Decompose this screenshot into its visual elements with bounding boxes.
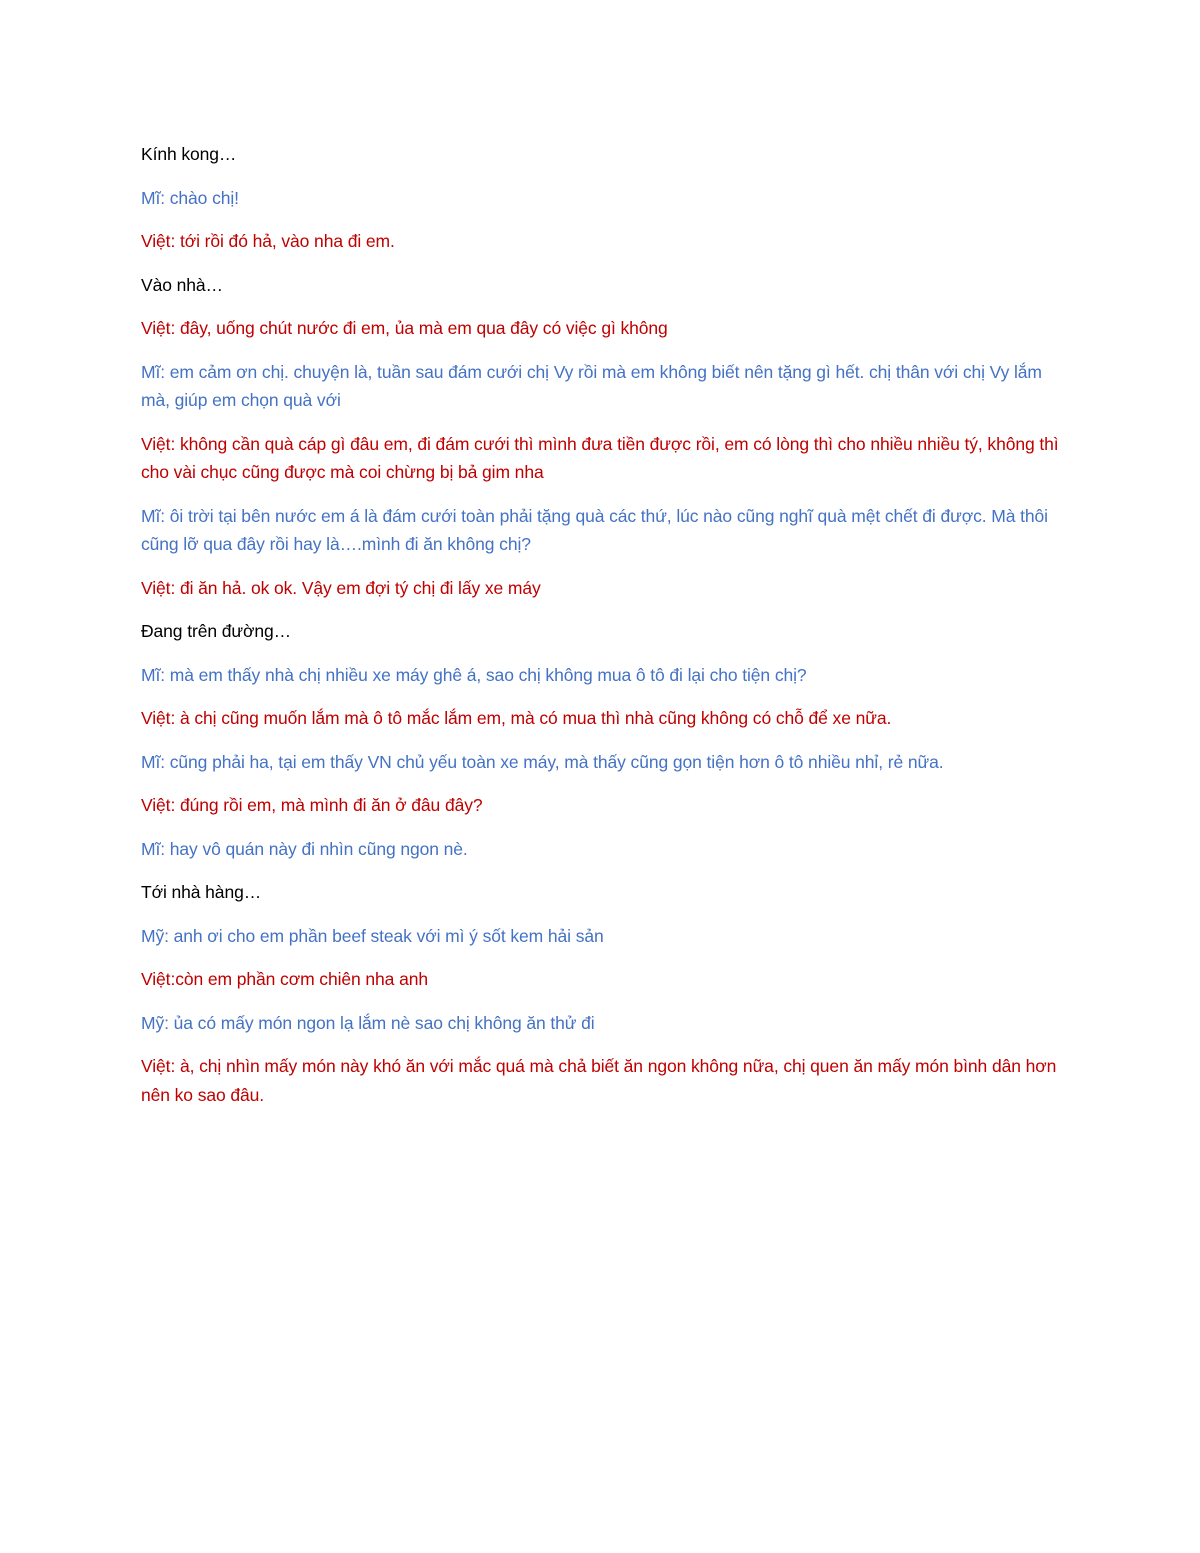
- viet-line: Việt: đây, uống chút nước đi em, ủa mà em qua đây có việc gì không: [141, 318, 668, 338]
- viet-line: Việt: à, chị nhìn mấy món này khó ăn với mắc quá mà chả biết ăn ngon không nữa, chị quen ăn mấy món bình dân hơn nên ko sao đâu.: [141, 1056, 1057, 1105]
- viet-line: Việt: không cần quà cáp gì đâu em, đi đám cưới thì mình đưa tiền được rồi, em có lòng thì cho nhiều nhiều tý, không thì cho vài chục cũng được mà coi chừng bị bả gim nha: [141, 433, 1059, 482]
- viet-line: Việt: tới rồi đó hả, vào nha đi em.: [141, 231, 395, 251]
- mi-line: Mĩ: chào chị!: [141, 187, 239, 208]
- narration-line: Đang trên đường…: [141, 621, 292, 641]
- mi-line: Mĩ: ôi trời tại bên nước em á là đám cưới toàn phải tặng quà các thứ, lúc nào cũng nghĩ quà mệt chết đi được. Mà thôi cũng lỡ qua đây rồi hay là….mình đi ăn không chị?: [141, 505, 1048, 554]
- mi-line: Mĩ: em cảm ơn chị. chuyện là, tuần sau đám cưới chị Vy rồi mà em không biết nên tặng gì hết. chị thân với chị Vy lắm mà, giúp em chọn quà với: [141, 361, 1042, 410]
- narration-line: Tới nhà hàng…: [141, 882, 262, 902]
- viet-line: Việt:còn em phần cơm chiên nha anh: [141, 969, 428, 989]
- mi-line: Mỹ: anh ơi cho em phần beef steak với mì ý sốt kem hải sản: [141, 925, 604, 946]
- narration-line: Vào nhà…: [141, 274, 223, 295]
- mi-line: Mỹ: ủa có mấy món ngon lạ lắm nè sao chị không ăn thử đi: [141, 1012, 595, 1033]
- narration-line: Kính kong…: [141, 144, 237, 164]
- viet-line: Việt: đi ăn hả. ok ok. Vậy em đợi tý chị đi lấy xe máy: [141, 577, 541, 598]
- mi-line: Mĩ: mà em thấy nhà chị nhiều xe máy ghê á, sao chị không mua ô tô đi lại cho tiện chị?: [141, 664, 807, 685]
- mi-line: Mĩ: hay vô quán này đi nhìn cũng ngon nè.: [141, 838, 468, 859]
- viet-line: Việt: à chị cũng muốn lắm mà ô tô mắc lắm em, mà có mua thì nhà cũng không có chỗ để xe nữa.: [141, 708, 892, 728]
- viet-line: Việt: đúng rồi em, mà mình đi ăn ở đâu đây?: [141, 795, 483, 815]
- mi-line: Mĩ: cũng phải ha, tại em thấy VN chủ yếu toàn xe máy, mà thấy cũng gọn tiện hơn ô tô nhiều nhỉ, rẻ nữa.: [141, 751, 944, 772]
- dialogue-body: [141, 140, 1061, 1124]
